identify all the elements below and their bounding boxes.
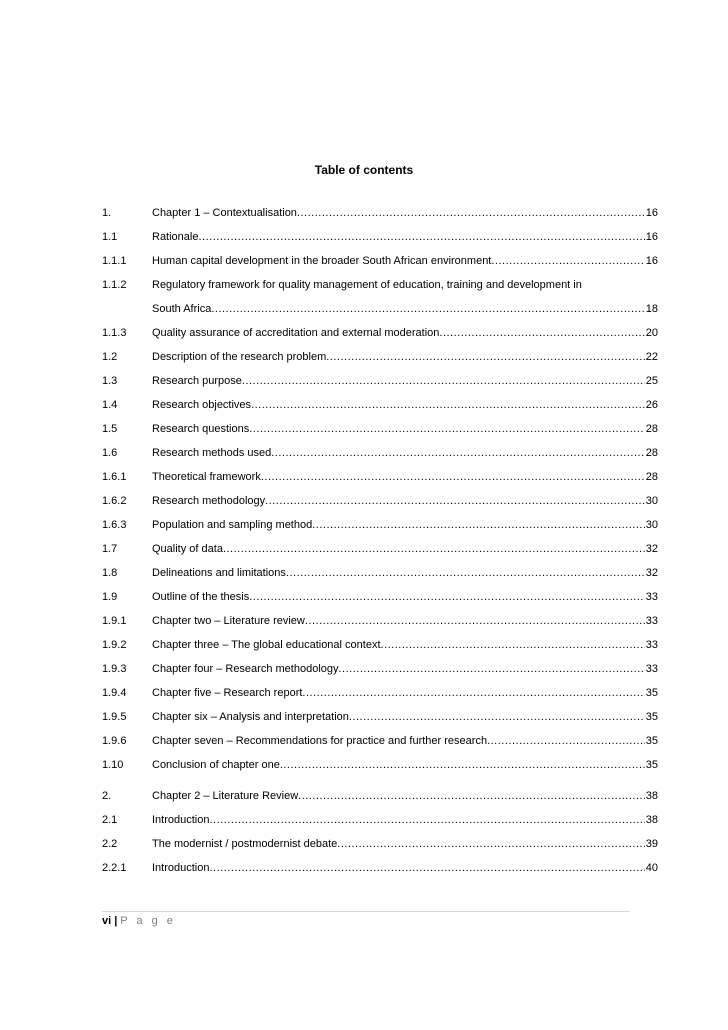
toc-entry-page: 33: [645, 639, 658, 651]
page-title: Table of contents: [314, 163, 414, 177]
toc-entry[interactable]: [102, 397, 658, 413]
toc-leader-dots: [349, 709, 645, 725]
toc-entry-number: 1.6.3: [102, 519, 127, 531]
toc-entry-page: 18: [645, 303, 658, 315]
toc-entry[interactable]: [102, 373, 658, 389]
toc-leader-dots: [271, 445, 645, 461]
footer-divider: [102, 911, 630, 912]
toc-entry-page: 28: [645, 471, 658, 483]
toc-leader-dots: [249, 421, 645, 437]
toc-entry[interactable]: [102, 860, 658, 876]
toc-entry-page: 33: [645, 591, 658, 603]
toc-entry[interactable]: [102, 637, 658, 653]
toc-entry[interactable]: [102, 836, 658, 852]
toc-entry-number: 1.8: [102, 567, 118, 579]
toc-entry-page: 25: [645, 375, 658, 387]
toc-entry[interactable]: [102, 589, 658, 605]
toc-entry-label: Rationale: [152, 231, 199, 243]
toc-leader-dots: [211, 301, 644, 317]
toc-entry-label: Introduction: [152, 814, 210, 826]
toc-entry-label: Delineations and limitations: [152, 567, 286, 579]
footer-page-label: P a g e: [120, 915, 176, 927]
toc-entry-page: 28: [645, 423, 658, 435]
toc-entry-label: Description of the research problem: [152, 351, 327, 363]
toc-leader-dots: [381, 637, 645, 653]
toc-entry[interactable]: [102, 277, 658, 293]
toc-entry-number: 1.9.2: [102, 639, 127, 651]
toc-entry-continuation[interactable]: [102, 301, 658, 317]
toc-leader-dots: [286, 565, 645, 581]
toc-entry[interactable]: [102, 517, 658, 533]
toc-entry-label: Chapter 1 – Contextualisation: [152, 207, 297, 219]
toc-entry-page: 35: [645, 687, 658, 699]
toc-leader-dots: [339, 661, 645, 677]
toc-entry-label: Chapter four – Research methodology: [152, 663, 339, 675]
toc-entry-number: 1.7: [102, 543, 118, 555]
toc-entry[interactable]: [102, 421, 658, 437]
toc-leader-dots: [298, 788, 645, 804]
toc-leader-dots: [251, 397, 645, 413]
toc-entry-page: 20: [645, 327, 658, 339]
toc-entry-label: Quality of data: [152, 543, 223, 555]
toc-entry-page: 33: [645, 663, 658, 675]
toc-entry[interactable]: [102, 685, 658, 701]
toc-entry-number: 1.9.1: [102, 615, 127, 627]
toc-entry-label: Research questions: [152, 423, 250, 435]
toc-entry-page: 33: [645, 615, 658, 627]
toc-entry-label: Theoretical framework: [152, 471, 261, 483]
toc-entry-number: 1.9.4: [102, 687, 127, 699]
toc-entry-label: Chapter two – Literature review: [152, 615, 305, 627]
toc-entry[interactable]: [102, 733, 658, 749]
toc-entry-number: 1.9.5: [102, 711, 127, 723]
toc-entry-number: 1.9.3: [102, 663, 127, 675]
page-footer: [102, 913, 176, 929]
toc-entry-label: Research objectives: [152, 399, 252, 411]
toc-entry-page: 28: [645, 447, 658, 459]
toc-entry-label: The modernist / postmodernist debate: [152, 838, 338, 850]
toc-entry[interactable]: [102, 253, 658, 269]
toc-entry-page: 16: [645, 231, 658, 243]
toc-entry-page: 40: [645, 862, 658, 874]
toc-entry-label: Research methods used: [152, 447, 272, 459]
toc-entry-label: Human capital development in the broader South African environment: [152, 255, 492, 267]
toc-entry-page: 35: [645, 759, 658, 771]
toc-entry-label: Research methodology: [152, 495, 266, 507]
toc-leader-dots: [209, 860, 644, 876]
toc-leader-dots: [242, 373, 645, 389]
toc-entry-label: Conclusion of chapter one: [152, 759, 280, 771]
toc-leader-dots: [223, 541, 645, 557]
toc-entry[interactable]: [102, 541, 658, 557]
toc-entry[interactable]: [102, 613, 658, 629]
toc-entry-page: 26: [645, 399, 658, 411]
toc-entry-label: Introduction: [152, 862, 210, 874]
toc-entry-number: 1.1.1: [102, 255, 127, 267]
toc-leader-dots: [198, 229, 644, 245]
toc-entry-label: Chapter six – Analysis and interpretation: [152, 711, 349, 723]
toc-leader-dots: [280, 757, 645, 773]
toc-entry-label: Chapter three – The global educational context: [152, 639, 381, 651]
toc-entry-number: 1.: [102, 207, 112, 219]
toc-entry-number: 1.9: [102, 591, 118, 603]
toc-entry-label: South Africa: [152, 303, 212, 315]
toc-entry-page: 39: [645, 838, 658, 850]
toc-entry-number: 2.2.1: [102, 862, 127, 874]
toc-entry-number: 2.1: [102, 814, 118, 826]
toc-entry-page: 38: [645, 814, 658, 826]
toc-entry-page: 32: [645, 543, 658, 555]
toc-entry-page: 22: [645, 351, 658, 363]
toc-entry[interactable]: [102, 757, 658, 773]
toc-entry-number: 2.: [102, 790, 112, 802]
toc-entry-label: Chapter five – Research report: [152, 687, 303, 699]
toc-entry-page: 16: [645, 207, 658, 219]
toc-entry-number: 1.6.2: [102, 495, 127, 507]
toc-entry-label: Chapter 2 – Literature Review: [152, 790, 299, 802]
toc-entry-label: Regulatory framework for quality management of education, training and development in: [152, 279, 582, 291]
toc-entry-number: 1.1.3: [102, 327, 127, 339]
toc-entry[interactable]: [102, 812, 658, 828]
toc-leader-dots: [326, 349, 645, 365]
toc-entry[interactable]: [102, 661, 658, 677]
toc-entry-label: Population and sampling method: [152, 519, 313, 531]
toc-entry[interactable]: [102, 565, 658, 581]
toc-entry-number: 1.1.2: [102, 279, 127, 291]
toc-entry-number: 1.4: [102, 399, 118, 411]
toc-entry-number: 1.9.6: [102, 735, 127, 747]
toc-leader-dots: [312, 517, 645, 533]
toc-leader-dots: [265, 493, 645, 509]
toc-leader-dots: [297, 205, 645, 221]
toc-leader-dots: [249, 589, 645, 605]
toc-entry-page: 16: [645, 255, 658, 267]
toc-entry-page: 38: [645, 790, 658, 802]
toc-leader-dots: [302, 685, 644, 701]
toc-entry[interactable]: [102, 788, 658, 804]
toc-entry-page: 35: [645, 735, 658, 747]
toc-entry[interactable]: [102, 469, 658, 485]
toc-entry-number: 1.3: [102, 375, 118, 387]
toc-entry-number: 1.5: [102, 423, 118, 435]
toc-entry-number: 2.2: [102, 838, 118, 850]
toc-entry-number: 1.1: [102, 231, 118, 243]
toc-entry-page: 32: [645, 567, 658, 579]
toc-leader-dots: [209, 812, 644, 828]
toc-leader-dots: [337, 836, 644, 852]
toc-leader-dots: [487, 733, 645, 749]
toc-entry-label: Research purpose: [152, 375, 242, 387]
toc-leader-dots: [491, 253, 644, 269]
toc-leader-dots: [305, 613, 645, 629]
toc-entry-number: 1.2: [102, 351, 118, 363]
toc-entry-page: 35: [645, 711, 658, 723]
toc-entry[interactable]: [102, 325, 658, 341]
toc-entry-number: 1.10: [102, 759, 124, 771]
toc-entry-label: Outline of the thesis: [152, 591, 250, 603]
toc-entry-number: 1.6.1: [102, 471, 127, 483]
footer-separator: |: [114, 915, 118, 927]
toc-entry[interactable]: [102, 205, 658, 221]
toc-entry-label: Quality assurance of accreditation and external moderation: [152, 327, 440, 339]
toc-entry[interactable]: [102, 229, 658, 245]
toc-leader-dots: [261, 469, 645, 485]
toc-entry[interactable]: [102, 493, 658, 509]
toc-entry-number: 1.6: [102, 447, 118, 459]
toc-entry-label: Chapter seven – Recommendations for practice and further research: [152, 735, 488, 747]
footer-page-number: vi: [102, 915, 112, 927]
toc-leader-dots: [439, 325, 644, 341]
toc-entry[interactable]: [102, 445, 658, 461]
toc-entry-page: 30: [645, 519, 658, 531]
toc-entry-page: 30: [645, 495, 658, 507]
toc-entry[interactable]: [102, 349, 658, 365]
toc-entry[interactable]: [102, 709, 658, 725]
